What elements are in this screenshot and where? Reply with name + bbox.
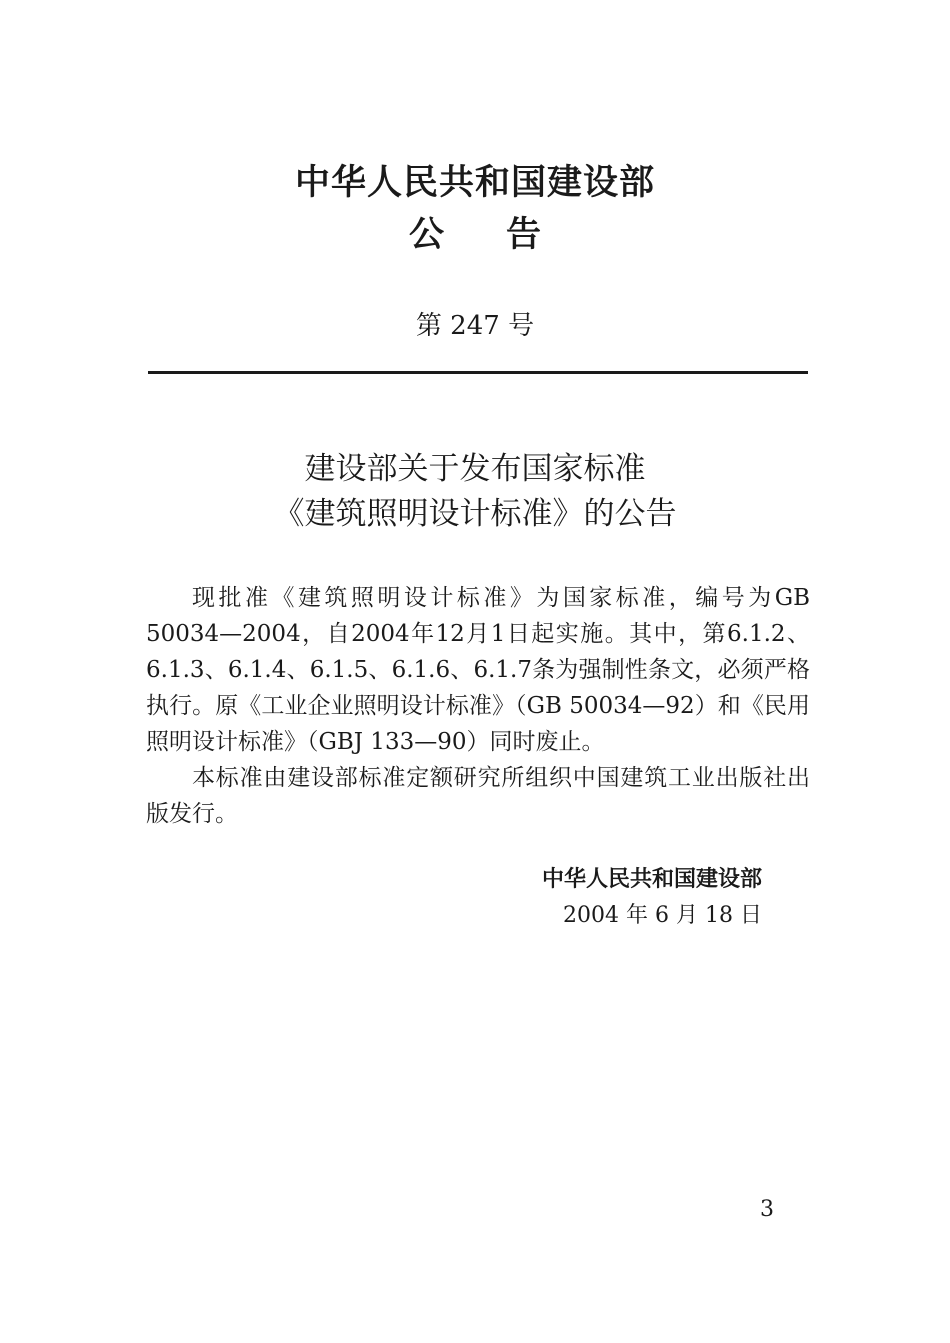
announcement-body (146, 580, 810, 832)
body-paragraph: 现批准《建筑照明设计标准》为国家标准，编号为GB 50034—2004，自2004年12月1日起实施。其中，第6.1.2、6.1.3、6.1.4、6.1.5、6.1.6、6.1.7条为强制性条文，必须严格执行。原《工业企业照明设计标准》（GB 50034—92）和《民用照明设计标准》（GBJ 133—90）同时废止。 (146, 585, 810, 755)
announcement-title-line1: 建设部关于发布国家标准 (304, 451, 646, 487)
issuing-ministry: 中华人民共和国建设部 (294, 163, 655, 203)
signature-date: 2004 年 6 月 18 日 (563, 903, 762, 928)
body-paragraph: 本标准由建设部标准定额研究所组织中国建筑工业出版社出版发行。 (146, 765, 810, 827)
document-number: 第 247 号 (415, 311, 535, 341)
signature-organization: 中华人民共和国建设部 (541, 867, 762, 892)
page-number: 3 (760, 1197, 774, 1222)
signature-block (542, 862, 762, 934)
announcement-title-line2: 《建筑照明设计标准》的公告 (273, 496, 677, 532)
document-type: 公告 (408, 215, 603, 255)
header-divider (148, 371, 808, 374)
